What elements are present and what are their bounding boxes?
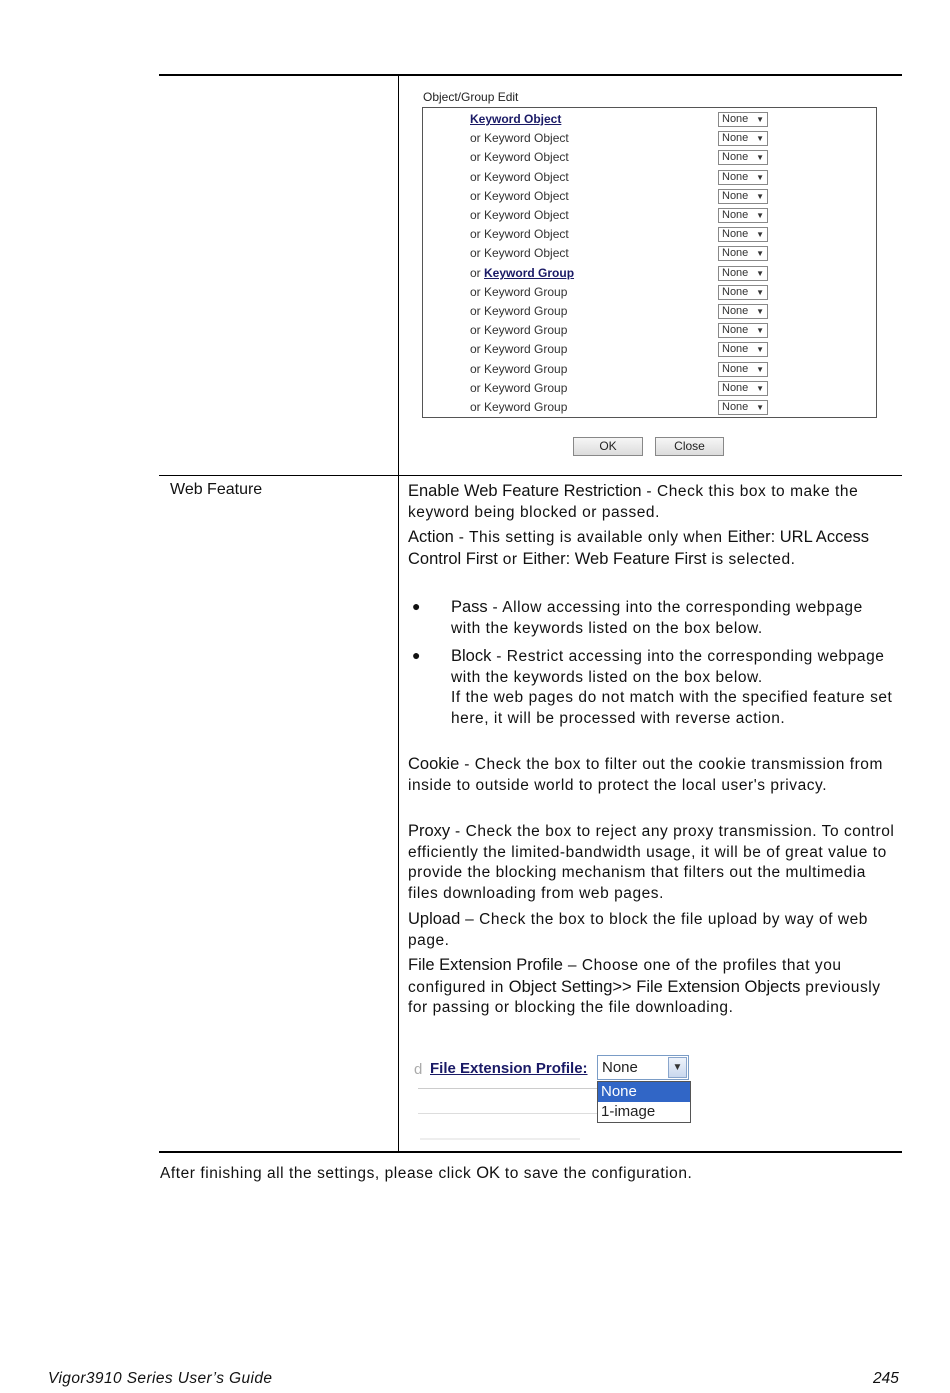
action-paragraph [408,527,898,570]
chevron-down-icon: ▼ [756,384,764,393]
keyword-row [470,225,569,244]
keyword-row [470,302,567,321]
after-text-1: After finishing all the settings, please click [160,1165,477,1182]
object-group-edit-title: Object/Group Edit [423,90,519,104]
selected-value: None [602,1059,638,1076]
row-label: or Keyword Object [470,246,569,260]
upload-term: Upload [408,910,461,928]
bullet-icon: ● [412,598,421,614]
select-value: None [722,132,749,144]
keyword-select[interactable] [718,131,768,146]
chevron-down-icon: ▼ [756,211,764,220]
file-extension-profile-select[interactable] [597,1055,689,1080]
upload-text: – Check the box to block the file upload by way of web page. [408,911,868,949]
keyword-select[interactable] [718,381,768,396]
chevron-down-icon: ▼ [756,326,764,335]
keyword-link[interactable]: Keyword Object [470,112,562,126]
select-value: None [722,343,749,355]
option-none[interactable]: None [598,1082,690,1102]
chevron-down-icon: ▼ [756,249,764,258]
action-term: Action [408,528,454,546]
row-label: or Keyword Group [470,381,568,395]
ok-button[interactable]: OK [573,437,643,456]
keyword-select[interactable] [718,112,768,127]
row-label: or Keyword Group [470,323,568,337]
enable-text: - Check this box to make the keyword being blocked or passed. [408,483,859,521]
select-value: None [722,190,749,202]
divider [418,1113,598,1114]
keyword-select[interactable] [718,266,768,281]
web-feature-label: Web Feature [170,481,263,498]
select-value: None [722,324,749,336]
table-bottom-rule [159,1151,902,1153]
row-label: or Keyword Object [470,150,569,164]
keyword-select[interactable] [718,208,768,223]
divider [420,1138,580,1140]
fep-term-2: Object Setting>> File Extension Objects [508,977,801,996]
table-column-divider [398,76,399,1152]
divider [418,1088,598,1089]
chevron-down-icon: ▼ [756,345,764,354]
keyword-select[interactable] [718,323,768,338]
keyword-select[interactable] [718,227,768,242]
block-text: - Restrict accessing into the corresponding webpage with the keywords listed on the box below. [451,648,885,686]
action-text-2: or [497,550,523,568]
cookie-term: Cookie [408,755,460,773]
keyword-select[interactable] [718,342,768,357]
select-value: None [722,228,749,240]
guide-title: Vigor3910 Series User’s Guide [48,1370,273,1387]
fep-term: File Extension Profile [408,956,563,974]
after-text-2: to save the configuration. [500,1165,693,1182]
select-value: None [722,267,749,279]
row-label: or Keyword Object [470,227,569,241]
keyword-row [470,321,567,340]
chevron-down-icon: ▼ [756,115,764,124]
pass-term: Pass [451,598,488,616]
upload-paragraph [408,909,898,951]
select-value: None [722,305,749,317]
option-1-image[interactable]: 1-image [601,1103,656,1120]
chevron-down-icon: ▼ [756,134,764,143]
block-paragraph [451,646,896,729]
block-term: Block [451,647,492,665]
bullet-icon: ● [412,647,421,663]
row-prefix: or [470,266,485,280]
chevron-down-icon: ▼ [756,153,764,162]
row-label: or Keyword Group [470,304,568,318]
chevron-down-icon: ▼ [756,307,764,316]
keyword-row [470,168,569,187]
keyword-select[interactable] [718,362,768,377]
cookie-paragraph [408,754,898,796]
table-top-rule [159,74,902,76]
action-text-3: is selected. [706,550,796,568]
fep-text-1: – Choose one of the profiles that you configured in [408,957,842,996]
keyword-select[interactable] [718,189,768,204]
ok-term: OK [476,1164,501,1182]
proxy-text: - Check the box to reject any proxy transmission. To control efficiently the limited-bandwidth usage, it will be of great value to provide the blocking mechanism that filters out the multimedia files downloading from web pages. [408,823,895,902]
row-label: or Keyword Group [470,285,568,299]
keyword-row [470,379,567,398]
chevron-down-icon: ▼ [756,173,764,182]
row-label: or Keyword Object [470,189,569,203]
keyword-row [470,283,567,302]
keyword-select[interactable] [718,285,768,300]
keyword-row [470,340,567,359]
close-button[interactable]: Close [655,437,724,456]
file-extension-profile-label: File Extension Profile: [430,1060,588,1077]
keyword-select[interactable] [718,304,768,319]
chevron-down-icon: ▼ [756,269,764,278]
select-value: None [722,286,749,298]
table-row-divider [159,475,902,476]
chevron-down-icon: ▼ [756,230,764,239]
block-note: If the web pages do not match with the specified feature set here, it will be processed with reverse action. [451,689,893,727]
keyword-row [470,110,561,129]
select-value: None [722,113,749,125]
enable-term: Enable Web Feature Restriction [408,482,642,500]
row-label: or Keyword Group [470,342,568,356]
proxy-term: Proxy [408,822,451,840]
select-value: None [722,209,749,221]
fep-text-2: previously for passing or blocking the file downloading. [408,978,881,1016]
keyword-select[interactable] [718,150,768,165]
pass-text: - Allow accessing into the corresponding webpage with the keywords listed on the box below. [451,599,863,637]
keyword-select[interactable] [718,246,768,261]
closing-sentence [160,1164,692,1183]
select-value: None [722,382,749,394]
keyword-row [470,187,569,206]
select-value: None [722,247,749,259]
select-value: None [722,401,749,413]
keyword-row [470,398,567,417]
action-term-2: Either: URL Access Control First [408,528,869,568]
keyword-row [470,360,567,379]
keyword-row [470,244,569,263]
action-term-3: Either: Web Feature First [522,549,707,568]
enable-web-feature-paragraph [408,481,898,523]
pass-paragraph [451,597,896,639]
file-extension-profile-paragraph [408,955,898,1019]
cookie-text: - Check the box to filter out the cookie transmission from inside to outside world to protect the local user's privacy. [408,756,883,794]
row-label: or Keyword Group [470,362,568,376]
file-extension-options-list [597,1081,691,1123]
chevron-down-icon: ▼ [756,288,764,297]
chevron-down-icon: ▼ [756,403,764,412]
keyword-select[interactable] [718,400,768,415]
keyword-row [470,129,569,148]
chevron-down-icon[interactable]: ▼ [668,1057,687,1078]
row-label: or Keyword Object [470,131,569,145]
row-label: or Keyword Object [470,208,569,222]
keyword-link[interactable]: Keyword Group [484,266,575,280]
keyword-row [470,264,574,283]
action-text-1: - This setting is available only when [453,529,728,546]
select-value: None [722,363,749,375]
select-value: None [722,151,749,163]
page-number: 245 [873,1370,899,1387]
cropped-letter: d [414,1061,423,1078]
keyword-row [470,206,569,225]
chevron-down-icon: ▼ [756,192,764,201]
row-label: or Keyword Object [470,170,569,184]
chevron-down-icon: ▼ [756,365,764,374]
proxy-paragraph [408,821,898,904]
keyword-select[interactable] [718,170,768,185]
select-value: None [722,171,749,183]
row-label: or Keyword Group [470,400,568,414]
keyword-row [470,148,569,167]
